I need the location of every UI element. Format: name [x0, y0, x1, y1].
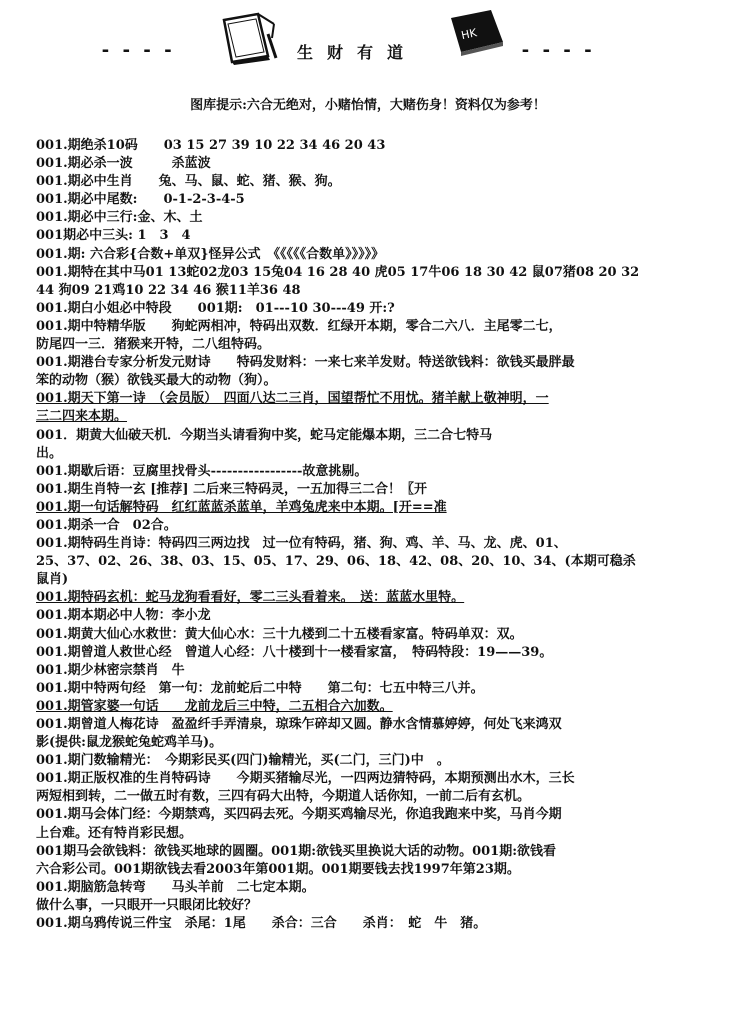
list-item: 001.期特在其中马01 13蛇02龙03 15兔04 16 28 40 虎05 17牛06 18 30 42 鼠07猪08 20 32	[36, 264, 640, 280]
list-item: 001.期正版权准的生肖特码诗 今期买猪输尽光，一四两边猜特码，本期预测出水木，三长	[36, 771, 575, 787]
list-item: 001.期歇后语：豆腐里找骨头-----------------故意挑剔。	[36, 463, 368, 479]
list-item: 六合彩公司。001期欲钱去看2003年第001期。001期要钱去找1997年第23期。	[36, 861, 520, 877]
list-item: 001.期白小姐必中特段 001期: 01---10 30---49 开:?	[36, 300, 395, 316]
list-item: 上台难。还有特肖彩民想。	[36, 825, 193, 841]
list-item: 出。	[36, 445, 63, 461]
list-item: 001.期特码生肖诗：特码四三两边找 过一位有特码，猪、狗、鸡、羊、马、龙、虎、01、	[36, 536, 567, 552]
list-item: 001.期生肖特一玄 [推荐] 二后来三特码灵，一五加得三二合！〖开	[36, 481, 428, 497]
list-item: 001.期绝杀10码 03 15 27 39 10 22 34 46 20 43	[36, 138, 386, 153]
dashes-left: ----	[100, 40, 184, 61]
list-item: 001期马会欲钱料：欲钱买地球的圆圈。001期:欲钱买里换说大话的动物。001期:欲钱看	[36, 843, 557, 859]
list-item: 做什么事，一只眼开一只眼闭比较好？	[36, 897, 258, 913]
list-item: 001.期必中三行:金、木、土	[36, 210, 203, 226]
list-item: 001.期门数输精光： 今期彩民买(四门)输精光，买(二门，三门)中 。	[36, 753, 450, 769]
list-item: 001.期管家婆一句话 龙前龙后三中特，二五相合六加数。	[36, 698, 393, 714]
list-item: 001.期: 六合彩{合数+单双}怪异公式 《《《《《合数单》》》》》	[36, 246, 385, 262]
list-item: 001期必中三头: 1 3 4	[36, 228, 191, 244]
list-item: 001.期脑筋急转弯 马头羊前 二七定本期。	[36, 879, 315, 895]
list-item: 鼠肖)	[36, 572, 69, 588]
list-item: 001.期一句话解特码 红红蓝蓝杀蓝单，羊鸡兔虎来中本期。[开==准	[36, 499, 447, 515]
list-item: 001．期黄大仙破天机．今期当头请看狗中奖，蛇马定能爆本期，三二合七特马	[36, 427, 493, 443]
list-item: 001.期黄大仙心水救世：黄大仙心水：三十九楼到二十五楼看家富。特码单双：双。	[36, 626, 523, 642]
list-item: 防尾四一三．猪猴来开特，二八组特码。	[36, 337, 271, 353]
list-item: 001.期曾道人救世心经 曾道人心经：八十楼到十一楼看家富， 特码特段：19——39。	[36, 644, 553, 660]
prediction-list	[36, 137, 706, 933]
book-label: HK	[460, 26, 478, 43]
list-item: 三二四来本期。	[36, 409, 128, 425]
list-item: 25、37、02、26、38、03、15、05、17、29、06、18、42、08、20、10、34、(本期可稳杀	[36, 554, 636, 570]
list-item: 影(提供:鼠龙猴蛇兔蛇鸡羊马)。	[36, 735, 223, 751]
list-item: 两短相到转，二一做五时有数，三四有码大出特，今期道人话你知，一前二后有玄机。	[36, 789, 531, 805]
list-item: 001.期必杀一波 杀蓝波	[36, 156, 211, 172]
list-item: 001.期曾道人梅花诗 盈盈纤手弄清泉，琼珠乍碎却又圆。静水含情慕婷婷，何处飞来鸿双	[36, 717, 562, 732]
page-title: 生财有道	[297, 43, 418, 62]
dashes-right: ----	[520, 40, 604, 61]
list-item: 44 狗09 21鸡10 22 34 46 猴11羊36 48	[36, 282, 301, 298]
list-item: 001.期马会体门经：今期禁鸡，买四码去死。今期买鸡输尽光，你追我跑来中奖，马肖今期	[36, 807, 562, 823]
list-item: 001.期中特精华版 狗蛇两相冲，特码出双数．红绿开本期，零合二六八．主尾零二七，	[36, 318, 562, 334]
list-item: 001.期必中尾数: 0-1-2-3-4-5	[36, 192, 245, 208]
list-item: 001.期特码玄机：蛇马龙狗看看好，零二三头看着来。 送：蓝蓝水里特。	[36, 590, 465, 606]
list-item: 001.期少林密宗禁肖 牛	[36, 662, 185, 678]
list-item: 001.期必中生肖 兔、马、鼠、蛇、猪、猴、狗。	[36, 174, 341, 190]
notice-text: 图库提示:六合无绝对，小赌怡情，大赌伤身！资料仅为参考！	[190, 98, 546, 113]
list-item: 001.期本期必中人物：李小龙	[36, 608, 211, 624]
list-item: 001.期港台专家分析发元财诗 特码发财料：一来七来羊发财。特送欲钱料：欲钱买最胖最	[36, 355, 575, 371]
header	[0, 0, 736, 80]
list-item: 001.期中特两句经 第一句：龙前蛇后二中特 第二句：七五中特三八并。	[36, 680, 484, 696]
list-item: 笨的动物（猴）欲钱买最大的动物（狗）。	[36, 373, 277, 389]
book-icon	[447, 6, 507, 56]
notebook-icon	[218, 10, 282, 66]
list-item: 001.期天下第一诗 （会员版） 四面八达二三肖，国望帮忙不用忧。猪羊献上敬神明，一	[36, 391, 549, 407]
list-item: 001.期乌鸦传说三件宝 杀尾：1尾 杀合：三合 杀肖： 蛇 牛 猪。	[36, 916, 487, 932]
list-item: 001.期杀一合 02合。	[36, 517, 177, 533]
